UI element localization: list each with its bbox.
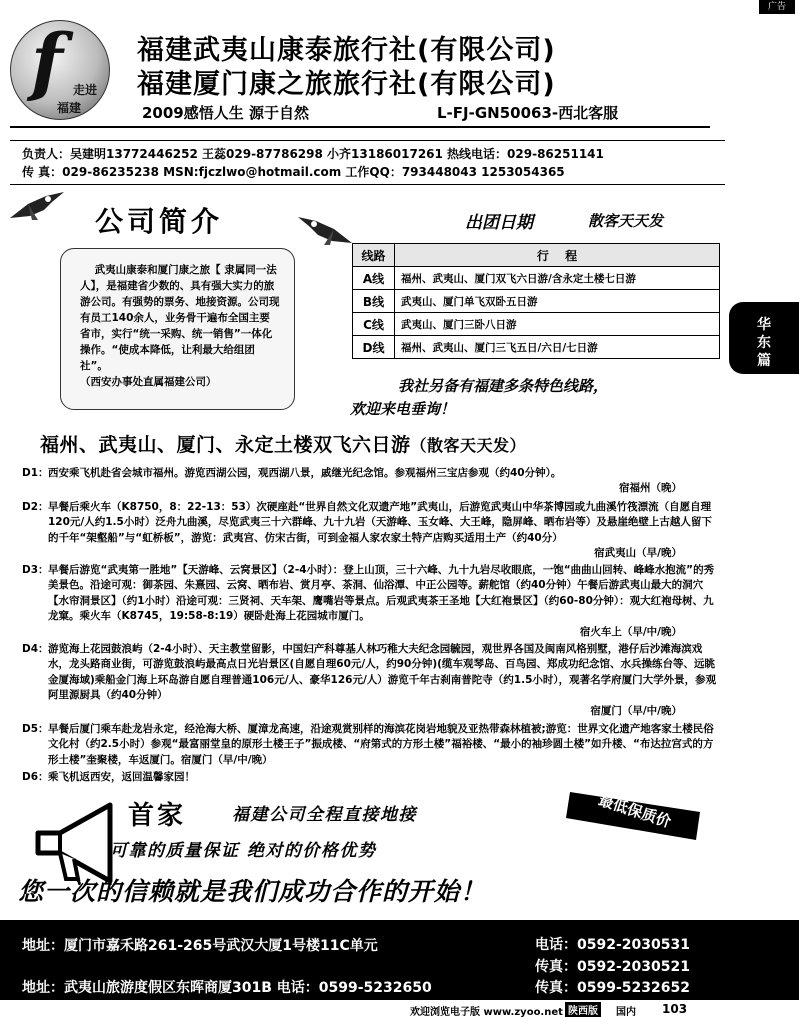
day-hotel: 宿福州（晚） — [619, 482, 682, 495]
ad-tag: 广告 — [759, 0, 795, 14]
page-number: 103 — [662, 1002, 688, 1016]
footer-address-1: 地址：厦门市嘉禾路261-265号武汉大厦1号楼11C单元 — [22, 938, 378, 954]
route-desc: 福州、武夷山、厦门双飞六日游/含永定土楼七日游 — [395, 267, 720, 290]
other-routes-line-1: 我社另备有福建多条特色线路， — [398, 377, 609, 395]
contact-divider — [10, 140, 725, 141]
header-title-1: 福建武夷山康泰旅行社(有限公司) — [137, 35, 556, 66]
table-row — [353, 313, 720, 336]
promo-badge-text: 最低保质价 — [596, 790, 674, 832]
bird-left-icon — [8, 190, 66, 224]
contact-bottom-divider — [10, 184, 725, 185]
bird-right-icon — [296, 215, 354, 249]
day-hotel: 宿厦门（早/中/晚） — [590, 704, 682, 717]
itinerary-day — [22, 466, 722, 497]
side-tab-char: 东 — [757, 335, 771, 351]
table-row — [353, 290, 720, 313]
route-header-desc: 行 程 — [395, 244, 720, 267]
itinerary-day — [22, 642, 722, 719]
footer-tel: 电话：0592-2030531 — [535, 937, 690, 953]
day-label: D3： — [22, 564, 49, 576]
contact-line-1: 负责人：吴建明13772446252 王蕊029-87786298 小齐13186017261 热线电话：029-86251141 — [22, 147, 604, 161]
other-routes-line-2: 欢迎来电垂询！ — [350, 400, 456, 418]
footer-fax-2: 传真：0599-5232652 — [535, 980, 690, 996]
tour-title-sub: （散客天天发） — [410, 436, 527, 455]
day-label: D2： — [22, 501, 49, 513]
route-table — [352, 243, 720, 359]
promo-slogan: 您一次的信赖就是我们成功合作的开始！ — [18, 877, 487, 906]
itinerary-day — [22, 722, 722, 768]
logo-letter: f — [31, 20, 63, 105]
day-text: 早餐后游览“武夷第一胜地”【天游峰、云窝景区】（2-4小时）：登上山顶，三十六峰、九十九岩尽收眼底，一饱“曲曲山回转、峰峰水抱流”的秀美景色。沿途可观：御茶园、朱熹园、云窝、晒布岩、赏月亭、茶洞、仙浴潭、中正公园等。薪舵馆（约40分钟）午餐后游武夷山最大的洞穴【水帘洞景区】（约1小时）沿途可观：三贤祠、天车架、鹰嘴岩等景点。后观武夷茶王圣地【大红袍景区】（约60-80分钟）：观大红袍母树、九龙窠。乘火车（K8745，19:58-8:19）硬卧赴海上花园城市厦门。 — [48, 564, 715, 623]
footer-fax-1: 传真：0592-2030521 — [535, 959, 690, 975]
day-text: 早餐后乘火车（K8750，8：22-13：53）次硬座赴“世界自然文化双遗产地”武夷山，后游览武夷山中华茶博园或九曲溪竹筏漂流（自愿自理120元/人约1.5小时）泛舟九曲溪，尽览武夷三十六群峰、九十九岩（天游峰、玉女峰、大王峰，隐屏峰、晒布岩等）及悬崖绝壁上古越人留下的千年“架壑船”与“虹桥板”，游览：武夷宫、仿宋古街，可到金福人家农家土特产店购买适用土产（约40分） — [48, 501, 712, 544]
schedule-title: 出团日期 — [465, 213, 533, 233]
itinerary-day — [22, 563, 722, 640]
header-license: L-FJ-GN50063-西北客服 — [437, 104, 619, 122]
header-divider — [10, 126, 710, 128]
tour-title — [40, 430, 526, 457]
day-label: D1： — [22, 467, 49, 479]
table-row — [353, 267, 720, 290]
section-side-tab — [729, 302, 799, 374]
tour-title-main: 福州、武夷山、厦门、永定土楼双飞六日游 — [40, 434, 411, 456]
company-logo — [10, 20, 110, 120]
route-desc: 武夷山、厦门三卧八日游 — [395, 313, 720, 336]
header-slogan: 2009感悟人生 源于自然 — [142, 104, 309, 122]
schedule-subtitle: 散客天天发 — [588, 212, 664, 230]
itinerary-day — [22, 500, 722, 562]
day-text: 乘飞机返西安，返回温馨家园！ — [48, 771, 195, 783]
side-tab-char: 华 — [757, 317, 771, 333]
route-header-code: 线路 — [353, 244, 395, 267]
header-title-2: 福建厦门康之旅旅行社(有限公司) — [137, 69, 556, 100]
day-text: 游览海上花园鼓浪屿（2-4小时）、天主教堂留影，中国妇产科尊基人林巧稚大夫纪念园毓园，观世界各国及闽南风格别墅，港仔后沙滩海滨戏水，龙头路商业街，可游览鼓浪屿最高点日光岩景区(自愿自理60元/人，约90分钟)(缆车观琴岛、百鸟园、郑成功纪念馆、水兵操练台等、远眺金厦海域)乘船金门海上环岛游自愿自理普通106元/人、豪华126元/人）游览千年古刹南普陀寺（约1.5小时），观著名学府厦门大学外景，参观阿里源厨具（约40分钟） — [48, 643, 717, 702]
contact-line-2: 传 真：029-86235238 MSN:fjczlwo@hotmail.com 工作QQ：793448043 1253054365 — [22, 165, 565, 179]
route-code: C线 — [353, 313, 395, 336]
logo-text-1: 走进 — [73, 83, 98, 97]
day-hotel: 宿火车上（早/中/晚） — [579, 625, 682, 638]
route-code: B线 — [353, 290, 395, 313]
route-code: A线 — [353, 267, 395, 290]
promo-line-1: 福建公司全程直接地接 — [232, 805, 417, 825]
day-label: D4： — [22, 643, 49, 655]
route-code: D线 — [353, 336, 395, 359]
promo-first: 首家 — [128, 801, 187, 831]
logo-text-2: 福建 — [57, 101, 82, 115]
bottom-edition: 陕西版 — [565, 1002, 601, 1017]
promo-line-2: 可靠的质量保证 绝对的价格优势 — [110, 841, 377, 861]
day-hotel: 宿武夷山（早/晚） — [594, 547, 682, 560]
day-text: 西安乘飞机赴省会城市福州。游览西湖公园，观西湖八景，戚继光纪念馆。参观福州三宝店参观（约40分钟）。 — [48, 467, 562, 479]
bottom-region: 国内 — [616, 1007, 636, 1017]
side-tab-char: 篇 — [757, 353, 771, 369]
intro-text: 武夷山康泰和厦门康之旅【 隶属同一法人】，是福建省少数的、具有强大实力的旅游公司。有强势的票务、地接资源。公司现有员工140余人，业务骨干遍布全国主要省市，实行“统一采购、统一销售”一体化操作。“使成本降低，让利最大给组团社”。 （西安办事处直属福建公司） — [80, 264, 280, 388]
day-label: D5： — [22, 723, 49, 735]
footer-address-2: 地址：武夷山旅游度假区东晖商厦301B 电话：0599-5232650 — [22, 980, 432, 996]
day-text: 早餐后厦门乘车赴龙岩永定，经沧海大桥、厦漳龙高速，沿途观赏别样的海滨花岗岩地貌及亚热带森林植被;游览：世界文化遗产地客家土楼民俗文化村（约2.5小时）参观“最富丽堂皇的原形土楼王子”振成楼、“府第式的方形土楼”福裕楼、“最小的袖珍圆土楼”如升楼、“布达拉宫式的方形土楼”奎聚楼，车返厦门。宿厦门（早/中/晚） — [48, 723, 714, 766]
day-label: D6： — [22, 771, 49, 783]
route-table-header — [353, 244, 720, 267]
route-desc: 武夷山、厦门单飞双卧五日游 — [395, 290, 720, 313]
table-row — [353, 336, 720, 359]
intro-title: 公司简介 — [95, 205, 224, 238]
bottom-site: 欢迎浏览电子版 www.zyoo.net — [410, 1007, 563, 1017]
route-desc: 福州、武夷山、厦门三飞五日/六日/七日游 — [395, 336, 720, 359]
